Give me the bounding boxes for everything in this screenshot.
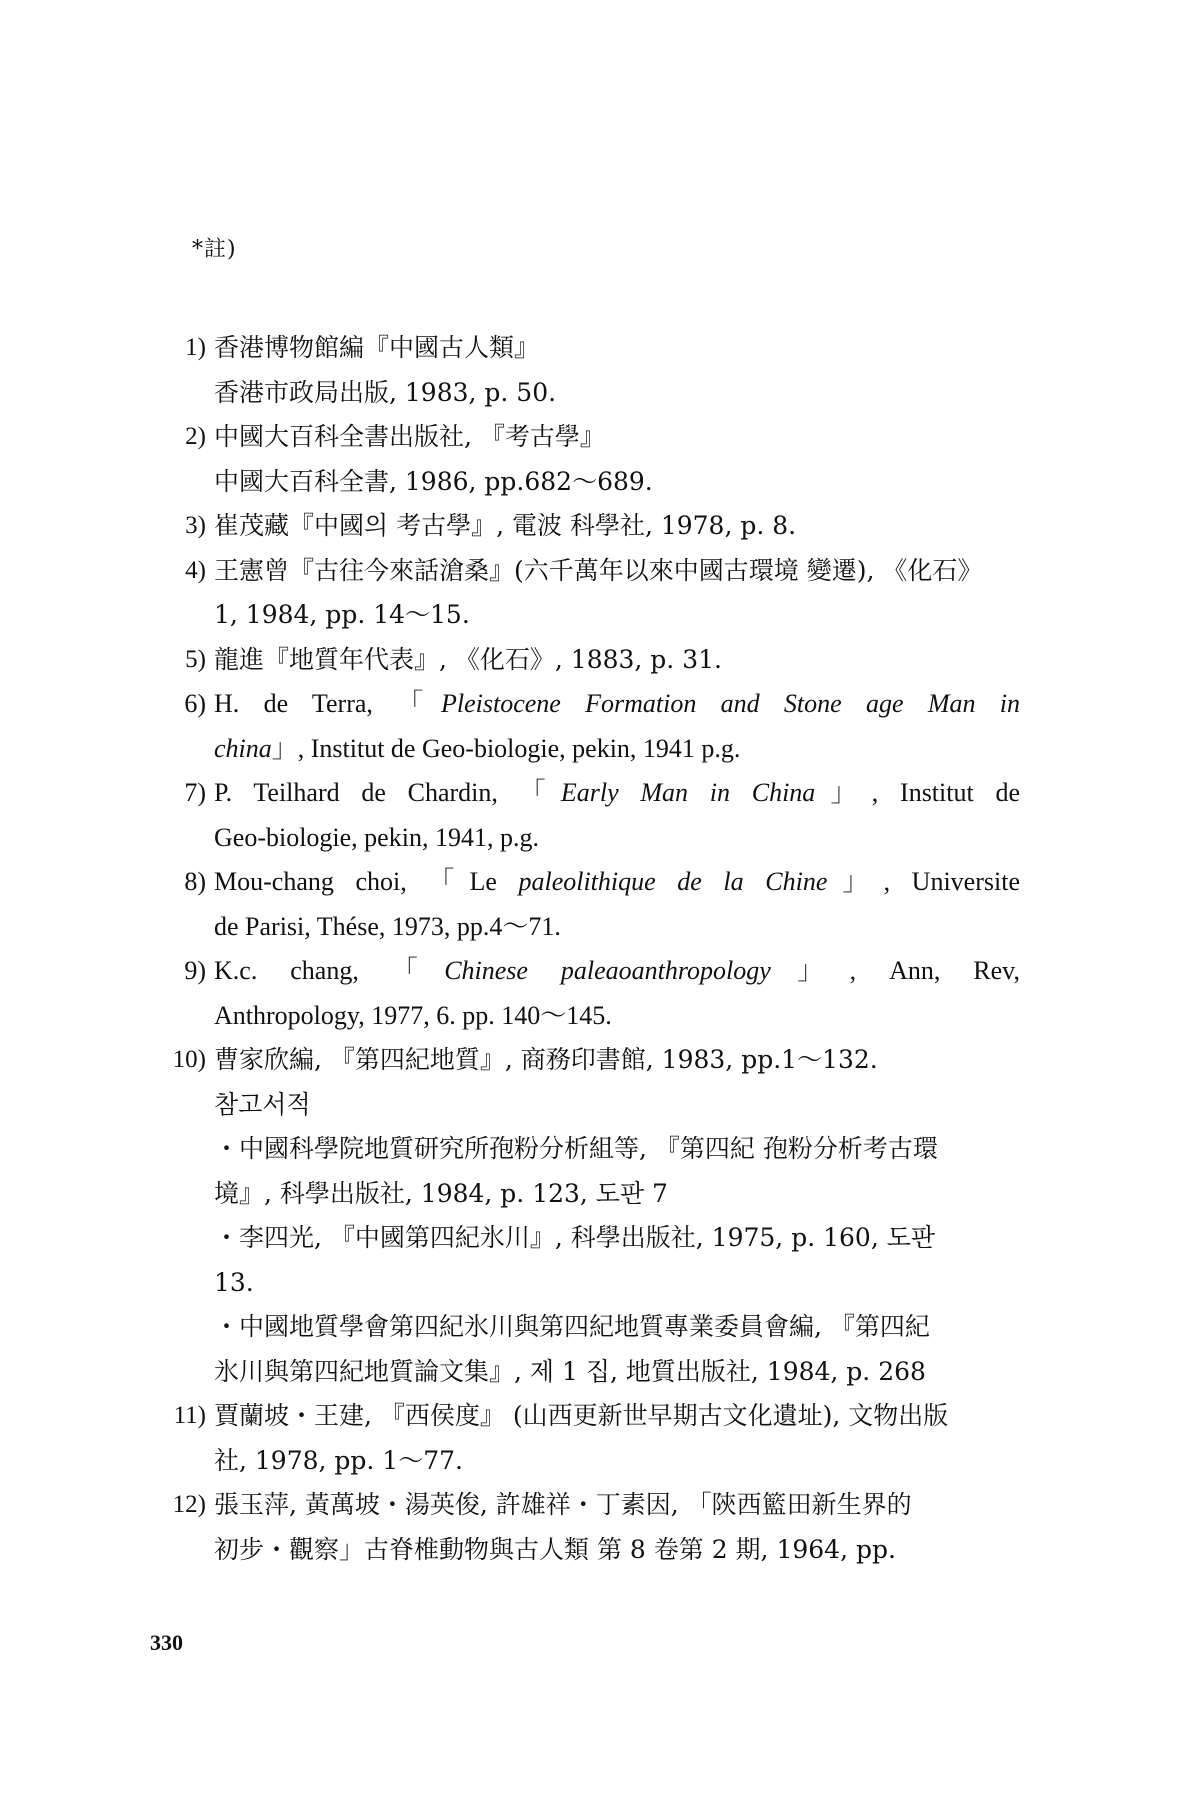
note-number: 3) [185,512,206,539]
note-text: 」, Universite [827,867,1020,896]
note-line: 中國大百科全書, 1986, pp.682～689. [214,466,653,496]
note-title: paleolithique de la Chine [518,867,828,896]
reference-line: 氷川與第四紀地質論文集』, 제 1 집, 地質出版社, 1984, p. 268 [214,1356,926,1386]
note-line: Geo-biologie, pekin, 1941, p.g. [214,822,539,852]
note-number: 5) [185,645,206,673]
reference-line: ・中國地質學會第四紀氷川與第四紀地質專業委員會編, 『第四紀 [214,1312,930,1341]
note-6 [150,682,1020,771]
note-line [214,860,1020,905]
notes-list [150,326,1020,1572]
note-line: 王憲曾『古往今來話滄桑』(六千萬年以來中國古環境 變遷), 《化石》 [214,555,983,585]
reference-line: 境』, 科學出版社, 1984, p. 123, 도판 7 [214,1178,668,1208]
note-text: P. Teilhard de Chardin, 「 [214,778,561,807]
note-text: H. de Terra, 「 [214,689,441,718]
note-line: 初步・觀察」古脊椎動物與古人類 第 8 卷第 2 期, 1964, pp. [214,1534,896,1564]
note-5 [150,638,1020,683]
note-1 [150,326,1020,415]
note-number: 1) [185,334,206,361]
note-title: Early Man in China [560,778,816,807]
note-text: Mou-chang choi, 「Le [214,867,519,896]
references-heading: 참고서적 [214,1089,311,1119]
note-line [214,682,1020,727]
page-number: 330 [150,1630,183,1655]
note-text: 」, Ann, Rev, [770,956,1020,985]
note-title: Pleistocene Formation and Stone age Man in [441,689,1021,718]
note-3 [150,504,1020,549]
note-2 [150,415,1020,504]
note-line: 中國大百科全書出版社, 『考古學』 [214,422,605,451]
note-number: 8) [184,867,206,896]
note-line: 香港博物館編『中國古人類』 [214,333,540,362]
note-line: 龍進『地質年代表』, 《化石》, 1883, p. 31. [214,644,722,674]
note-11 [150,1394,1020,1483]
note-number: 10) [172,1046,206,1073]
note-4 [150,549,1020,638]
note-number: 7) [184,778,206,807]
note-number: 6) [184,689,206,718]
note-line: 張玉萍, 黃萬坡・湯英俊, 許雄祥・丁素因, 「陝西籃田新生界的 [214,1490,912,1519]
references-block [150,1083,1020,1395]
reference-line: 13. [214,1267,254,1297]
note-9 [150,949,1020,1038]
note-line: 崔茂藏『中國의 考古學』, 電波 科學社, 1978, p. 8. [214,511,797,540]
note-12 [150,1483,1020,1572]
note-number: 12) [172,1491,206,1518]
note-8 [150,860,1020,949]
reference-line: ・李四光, 『中國第四紀氷川』, 科學出版社, 1975, p. 160, 도판 [214,1223,936,1252]
note-number: 11) [173,1402,206,1429]
note-line [214,771,1020,816]
note-number: 4) [185,556,206,584]
note-text: K.c. chang, 「 [214,956,445,985]
note-title: china [214,733,272,763]
reference-line: ・中國科學院地質研究所孢粉分析組等, 『第四紀 孢粉分析考古環 [214,1134,938,1163]
note-line: 賈蘭坡・王建, 『西侯度』 (山西更新世早期古文化遺址), 文物出版 [214,1401,949,1430]
note-line: 1, 1984, pp. 14～15. [214,600,470,629]
note-line: 社, 1978, pp. 1～77. [214,1445,463,1475]
note-line: 曹家欣編, 『第四紀地質』, 商務印書館, 1983, pp.1～132. [214,1045,878,1074]
note-7 [150,771,1020,860]
note-line: 香港市政局出版, 1983, p. 50. [214,377,557,407]
note-10 [150,1038,1020,1083]
note-line [214,727,1020,772]
note-number: 9) [184,956,206,985]
note-number: 2) [185,423,206,450]
note-text: 」, Institut de [815,778,1020,807]
note-line: de Parisi, Thése, 1973, pp.4～71. [214,911,561,941]
notes-heading: *註) [192,237,237,262]
note-text: 」, Institut de Geo-biologie, pekin, 1941 p.g. [271,733,741,763]
note-line: Anthropology, 1977, 6. pp. 140～145. [214,1000,612,1030]
note-line [214,949,1020,994]
note-title: Chinese paleaoanthropology [444,956,771,985]
